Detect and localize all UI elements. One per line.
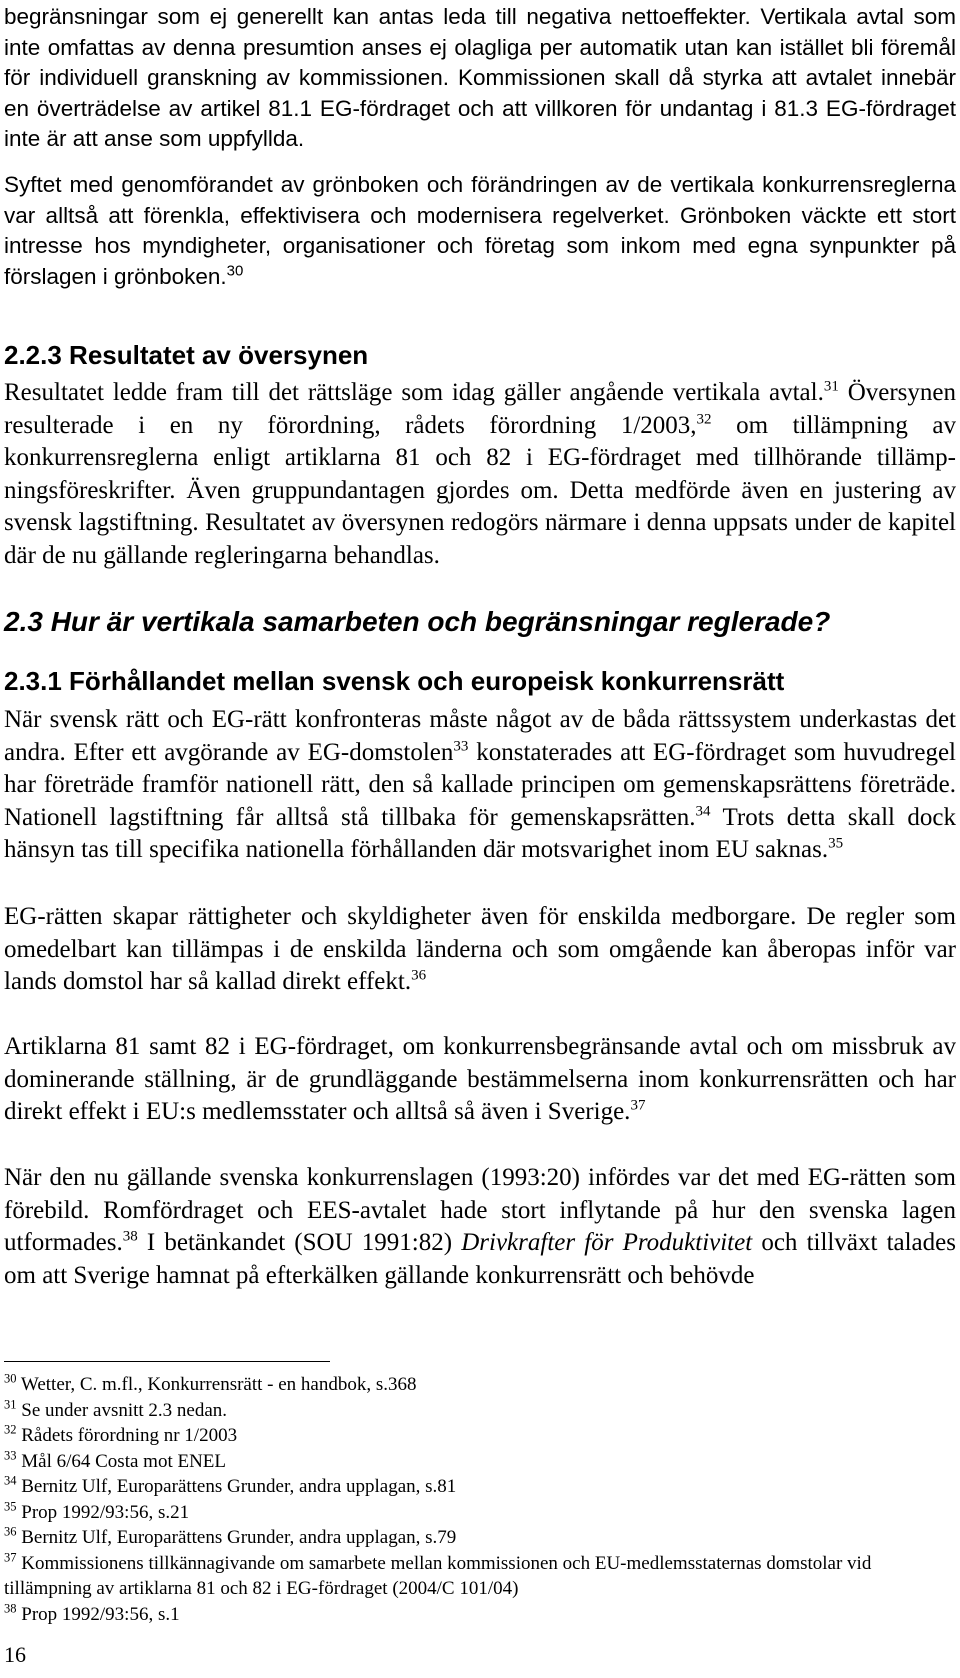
paragraph-articles-81-82	[4, 1031, 956, 1129]
footnote-text: Prop 1992/93:56, s.1	[21, 1603, 180, 1625]
footnote	[4, 1602, 956, 1628]
paragraph-text: Resultatet ledde fram till det rättsläge som idag gäller angående vertikala avtal.	[4, 379, 824, 406]
footnotes	[4, 1372, 956, 1627]
paragraph-block-exemption-continuation	[4, 2, 956, 155]
footnote-ref[interactable]: 32	[696, 411, 712, 428]
footnote-number: 36	[4, 1524, 17, 1539]
heading-2-2-3: 2.2.3 Resultatet av översynen	[4, 340, 369, 370]
footnote-number: 31	[4, 1397, 17, 1412]
footnote	[4, 1474, 956, 1500]
footnote	[4, 1423, 956, 1449]
footnote-text: Bernitz Ulf, Europarättens Grunder, andra upplagan, s.79	[21, 1527, 457, 1548]
footnote-ref[interactable]: 33	[453, 738, 469, 755]
footnote-number: 37	[4, 1550, 17, 1565]
footnote-ref[interactable]: 34	[695, 803, 711, 820]
paragraph-text: Artiklarna 81 samt 82 i EG-fördraget, om konkurrensbegränsande avtal och om missbruk av dominerande ställning, är de grundläggande bestämmelserna inom konkurrensrätten och har direkt effekt i EU:s medlemsstater och alltså så även i Sverige.	[4, 1033, 956, 1126]
footnote-text: Wetter, C. m.fl., Konkurrensrätt - en handbok, s.368	[20, 1374, 417, 1395]
footnote	[4, 1500, 956, 1526]
footnote	[4, 1372, 956, 1398]
footnote-separator	[4, 1361, 330, 1362]
footnote-text: Bernitz Ulf, Europarättens Grunder, andra upplagan, s.81	[21, 1476, 457, 1497]
heading-2-3-1: 2.3.1 Förhållandet mellan svensk och europeisk konkurrensrätt	[4, 666, 785, 696]
paragraph-review-result	[4, 377, 956, 573]
footnote-ref[interactable]: 35	[828, 836, 844, 853]
page-number: 16	[4, 1642, 26, 1667]
footnote	[4, 1551, 956, 1602]
footnote-ref[interactable]: 38	[122, 1228, 138, 1245]
footnote-ref[interactable]: 37	[630, 1097, 646, 1114]
footnote-number: 38	[4, 1601, 17, 1616]
footnote-ref[interactable]: 31	[823, 378, 839, 395]
paragraph-green-paper-purpose	[4, 170, 956, 292]
paragraph-direct-effect	[4, 901, 956, 999]
paragraph-text: om tillämpning av konkurrensreglerna enligt artiklarna 81 och 82 i EG-fördraget med tillhörande tillämpningsföreskrifter. Även gruppundantagen gjordes om. Detta medförde även en justering av svensk lagstiftning. Resultatet av översynen redogörs närmare i denna uppsats under de kapitel där de nu gällande regleringarna behandlas.	[4, 411, 956, 569]
report-title: Drivkrafter för Produktivitet	[461, 1229, 753, 1257]
footnote-ref[interactable]: 36	[411, 967, 427, 984]
paragraph-text: Trots detta skall dock hänsyn tas till specifika nationella förhållanden där motsvarighet inom EU saknas.	[4, 803, 956, 864]
heading-2-3: 2.3 Hur är vertikala samarbeten och begränsningar reglerade?	[4, 606, 831, 637]
footnote-text: Prop 1992/93:56, s.21	[21, 1501, 190, 1523]
paragraph-text: begränsningar som ej generellt kan antas leda till negativa nettoeffekter. Vertikala avtal som inte omfattas av denna presumtion anses ej olagliga per automatik utan kan istället bli föremål för individuell granskning av kommissionen. Kommissionen skall då styrka att avtalet innebär en överträdelse av artikel 81.1 EG-fördraget och att villkoren för undantag i 81.3 EG-fördraget inte är att anse som uppfyllda.	[4, 4, 956, 151]
paragraph-text: Syftet med genomförandet av grönboken och förändringen av de vertikala konkurrensreglerna var alltså att förenkla, effektivisera och modernisera regelverket. Grönboken väckte ett stort intresse hos myndigheter, organisationer och företag som inkom med egna synpunkter på förslagen i grönboken.	[4, 172, 956, 289]
footnote-number: 33	[4, 1448, 17, 1463]
footnote-number: 32	[4, 1422, 17, 1437]
footnote	[4, 1449, 956, 1475]
paragraph-text: EG-rätten skapar rättigheter och skyldigheter även för enskilda medborgare. De regler som omedelbart kan tillämpas i de enskilda länderna och som omgående kan åberopas inför var lands domstol har så kallad direkt effekt.	[4, 903, 956, 996]
footnote-text: Se under avsnitt 2.3 nedan.	[21, 1399, 228, 1421]
paragraph-text: I betänkandet (SOU 1991:82)	[137, 1229, 462, 1257]
footnote	[4, 1525, 956, 1551]
footnote-number: 35	[4, 1499, 17, 1514]
footnote-number: 30	[4, 1371, 17, 1386]
paragraph-text: och tillväxt talades om att Sverige hamnat på efterkälken gällande konkurrensrätt och behövde	[4, 1229, 956, 1289]
footnote-number: 34	[4, 1473, 17, 1488]
paragraph-swedish-vs-eu-law	[4, 704, 956, 867]
paragraph-swedish-competition-act	[4, 1162, 956, 1292]
paragraph-text: Översynen resulterade i en ny förordning, rådets förordning 1/2003,	[4, 379, 956, 439]
paragraph-text: När svensk rätt och EG-rätt konfronteras måste något av de båda rättssystem underkastas det andra. Efter ett avgörande av EG-domstolen	[4, 706, 956, 766]
footnote-text: Mål 6/64 Costa mot ENEL	[21, 1450, 227, 1472]
paragraph-text: När den nu gällande svenska konkurrenslagen (1993:20) infördes var det med EG-rätten som förebild. Romfördraget och EES-avtalet hade stort inflytande på hur den svenska lagen utformades.	[4, 1164, 956, 1257]
footnote-text: Kommissionens tillkännagivande om samarbete mellan kommissionen och EU-medlemsstaternas domstolar vid tillämpning av artiklarna 81 och 82 i EG-fördraget (2004/C 101/04)	[4, 1552, 872, 1599]
footnote-text: Rådets förordning nr 1/2003	[21, 1425, 238, 1446]
footnote-ref[interactable]: 30	[226, 262, 244, 279]
paragraph-text: konstaterades att EG-fördraget som huvudregel har företräde framför nationell rätt, den så kallade principen om gemenskapsrättens företräde. Nationell lagstiftning får alltså stå tillbaka för gemenskapsrätten.	[4, 738, 956, 831]
footnote	[4, 1398, 956, 1424]
